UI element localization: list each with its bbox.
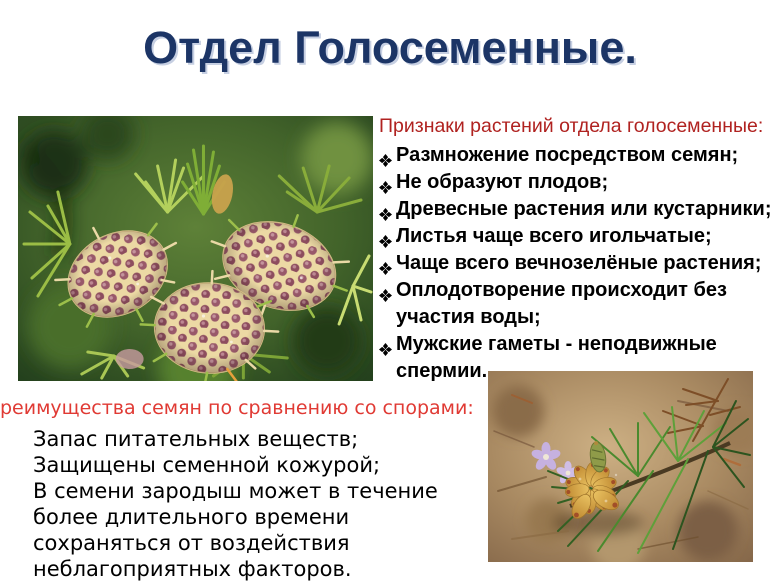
advantage-line: Запас питательных веществ; [33, 427, 359, 451]
feature-line: Мужские гаметы - неподвижные [396, 333, 717, 355]
feature-line: Размножение посредством семян; [396, 144, 739, 166]
feature-item [379, 250, 780, 277]
features-list [379, 142, 780, 385]
features-heading: Признаки растений отдела голосеменные: [379, 115, 764, 137]
advantage-line: более длительного времени [33, 505, 350, 529]
advantage-line: В семени зародыш может в течение [33, 479, 438, 503]
feature-line: Листья чаще всего игольчатые; [396, 225, 712, 247]
feature-item [379, 169, 780, 196]
diamond-bullet-icon [379, 148, 392, 161]
feature-item [379, 142, 780, 169]
diamond-bullet-icon [379, 256, 392, 269]
feature-line: Оплодотворение происходит без [396, 279, 727, 301]
feature-line-continued: спермии. [396, 360, 488, 382]
feature-line: Древесные растения или кустарники; [396, 198, 772, 220]
advantage-line: Защищены семенной кожурой; [33, 453, 381, 477]
feature-item [379, 223, 780, 250]
diamond-bullet-icon [379, 202, 392, 215]
features-section [379, 115, 780, 385]
pine-pollen-cones-photo [488, 371, 753, 562]
feature-line-continued: участия воды; [396, 306, 541, 328]
page-title: Отдел Голосеменные. [143, 22, 637, 73]
feature-line: Чаще всего вечнозелёные растения; [396, 252, 762, 274]
advantage-line: неблагоприятных факторов. [33, 557, 352, 581]
feature-line: Не образуют плодов; [396, 171, 609, 193]
conifer-young-cones-photo [18, 116, 373, 381]
feature-item [379, 277, 780, 331]
diamond-bullet-icon [379, 337, 392, 350]
diamond-bullet-icon [379, 175, 392, 188]
advantages-heading: реимущества семян по сравнению со спорами: [0, 397, 474, 419]
feature-item [379, 196, 780, 223]
diamond-bullet-icon [379, 229, 392, 242]
advantages-text [33, 426, 438, 582]
diamond-bullet-icon [379, 283, 392, 296]
advantage-line: сохраняться от воздействия [33, 531, 350, 555]
